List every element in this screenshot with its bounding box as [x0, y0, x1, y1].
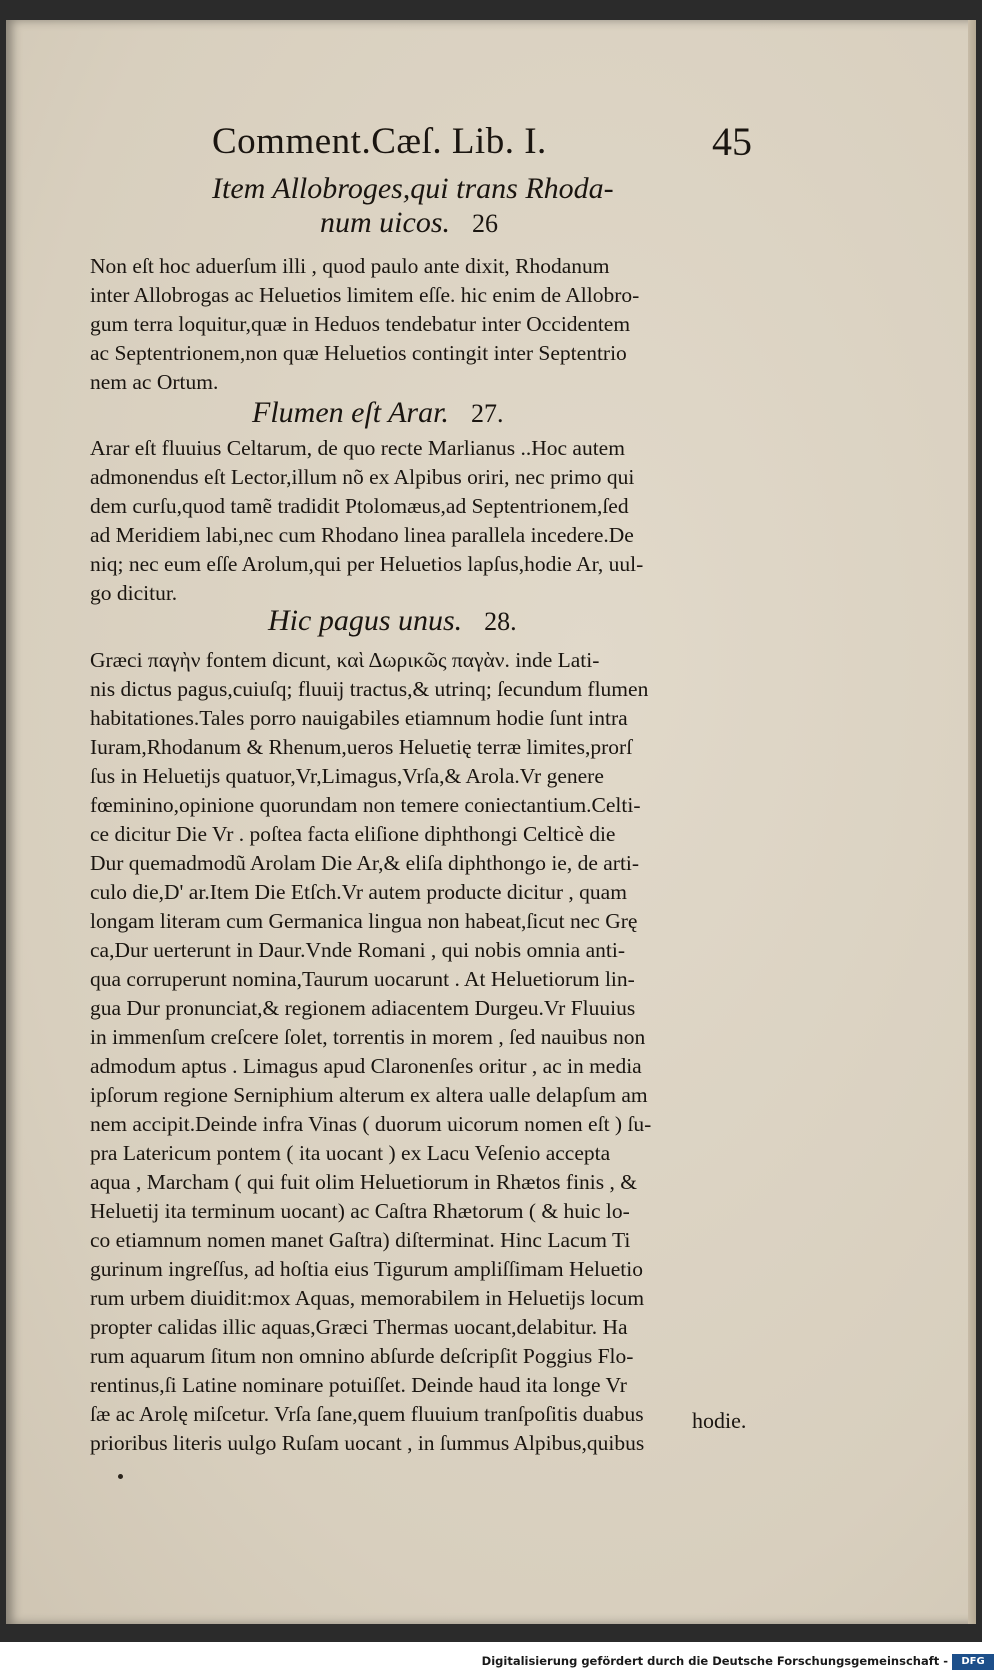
heading-line: Hic pagus unus. — [268, 604, 463, 637]
text-line: ac Septentrionem,non quæ Heluetios contingit inter Septentrio — [90, 341, 627, 365]
page-edge — [968, 20, 976, 1624]
text-line: ipſorum regione Serniphium alterum ex altera ualle delapſum am — [90, 1083, 648, 1107]
heading-line: num uicos. — [320, 206, 450, 239]
text-line: qua corruperunt nomina,Taurum uocarunt . At Heluetiorum lin- — [90, 967, 635, 991]
text-line: gum terra loquitur,quæ in Heduos tendebatur inter Occidentem — [90, 312, 631, 336]
text-line: nem accipit.Deinde infra Vinas ( duorum uicorum nomen eſt ) ſu- — [90, 1112, 652, 1136]
section-heading — [212, 172, 614, 206]
text-line: prioribus literis uulgo Ruſam uocant , in ſummus Alpibus,quibus — [90, 1431, 645, 1455]
section-paragraph — [90, 646, 750, 1458]
section-heading — [252, 396, 503, 430]
section-heading-continued — [320, 206, 498, 240]
text-line: Non eſt hoc aduerſum illi , quod paulo ante dixit, Rhodanum — [90, 254, 610, 278]
text-line: Dur quemadmodũ Arolam Die Ar,& eliſa diphthongo ie, de arti- — [90, 851, 640, 875]
text-line: niq; nec eum eſſe Arolum,qui per Heluetios lapſus,hodie Ar, uul- — [90, 552, 644, 576]
funding-credit: Digitalisierung gefördert durch die Deutsche Forschungsgemeinschaft - — [481, 1654, 948, 1668]
credit-bar — [0, 1652, 1000, 1674]
section-paragraph — [90, 252, 750, 397]
section-number: 27. — [470, 399, 504, 428]
text-line: dem curſu,quod tamẽ tradidit Ptolomæus,ad Septentrionem,ſed — [90, 494, 629, 518]
text-line: gurinum ingreſſus, ad hoſtia eius Tigurum ampliſſimam Heluetio — [90, 1257, 643, 1281]
ink-speck — [118, 1474, 123, 1479]
text-line: culo die,D' ar.Item Die Etſch.Vr autem producte dicitur , quam — [90, 880, 627, 904]
text-line: ad Meridiem labi,nec cum Rhodano linea parallela incedere.De — [90, 523, 634, 547]
text-line: aqua , Marcham ( qui fuit olim Heluetiorum in Rhætos finis , & — [90, 1170, 637, 1194]
section-paragraph — [90, 434, 750, 608]
text-line: co etiamnum nomen manet Gaſtra) diſterminat. Hinc Lacum Ti — [90, 1228, 631, 1252]
text-line: rum urbem diuidit:mox Aquas, memorabilem in Heluetijs locum — [90, 1286, 645, 1310]
text-line: Heluetij ita terminum uocant) ac Caſtra Rhætorum ( & huic lo- — [90, 1199, 630, 1223]
text-line: in immenſum creſcere ſolet, torrentis in morem , ſed nauibus non — [90, 1025, 646, 1049]
text-line: ſus in Heluetijs quatuor,Vr,Limagus,Vrſa,& Arola.Vr genere — [90, 764, 604, 788]
text-line: Græci παγὴν fontem dicunt, καὶ Δωρικῶς παγὰν. inde Lati- — [90, 648, 600, 672]
running-title: Comment.Cæſ. Lib. I. — [212, 121, 547, 162]
section-number: 26 — [472, 209, 498, 238]
heading-line: Item Allobroges,qui trans Rhoda- — [212, 172, 614, 205]
text-line: fœminino,opinione quorundam non temere coniectantium.Celti- — [90, 793, 641, 817]
section-number: 28. — [484, 607, 517, 636]
page-header — [212, 120, 752, 170]
text-line: pra Latericum pontem ( ita uocant ) ex Lacu Veſenio accepta — [90, 1141, 611, 1165]
page-number: 45 — [712, 119, 752, 164]
text-line: nis dictus pagus,cuiuſq; fluuij tractus,& utrinq; ſecundum flumen — [90, 677, 649, 701]
text-line: rentinus,ſi Latine nominare potuiſſet. Deinde haud ita longe Vr — [90, 1373, 627, 1397]
text-line: admodum aptus . Limagus apud Claronenſes oritur , ac in media — [90, 1054, 642, 1078]
dfg-logo: DFG — [952, 1654, 994, 1670]
text-line: habitationes.Tales porro nauigabiles etiamnum hodie ſunt intra — [90, 706, 628, 730]
text-line: ſæ ac Arolę miſcetur. Vrſa ſane,quem fluuium tranſpoſitis duabus — [90, 1402, 644, 1426]
text-line: go dicitur. — [90, 581, 178, 605]
section-heading — [268, 604, 517, 638]
catchword: hodie. — [692, 1408, 747, 1433]
heading-line: Flumen eſt Arar. — [252, 396, 449, 429]
text-line: Iuram,Rhodanum & Rhenum,ueros Heluetię terræ limites,prorſ — [90, 735, 633, 759]
text-line: ca,Dur uerterunt in Daur.Vnde Romani , qui nobis omnia anti- — [90, 938, 625, 962]
text-line: longam literam cum Germanica lingua non habeat,ſicut nec Grę — [90, 909, 638, 933]
text-line: inter Allobrogas ac Heluetios limitem eſſe. hic enim de Allobro- — [90, 283, 640, 307]
text-line: ce dicitur Die Vr . poſtea facta eliſione diphthongi Celticè die — [90, 822, 616, 846]
text-line: Arar eſt fluuius Celtarum, de quo recte Marlianus ..Hoc autem — [90, 436, 625, 460]
text-line: admonendus eſt Lector,illum nõ ex Alpibus oriri, nec primo qui — [90, 465, 635, 489]
text-line: rum aquarum ſitum non omnino abſurde deſcripſit Poggius Flo- — [90, 1344, 634, 1368]
text-line: nem ac Ortum. — [90, 370, 219, 394]
text-line: propter calidas illic aquas,Græci Thermas uocant,delabitur. Ha — [90, 1315, 628, 1339]
text-line: gua Dur pronunciat,& regionem adiacentem Durgeu.Vr Fluuius — [90, 996, 636, 1020]
